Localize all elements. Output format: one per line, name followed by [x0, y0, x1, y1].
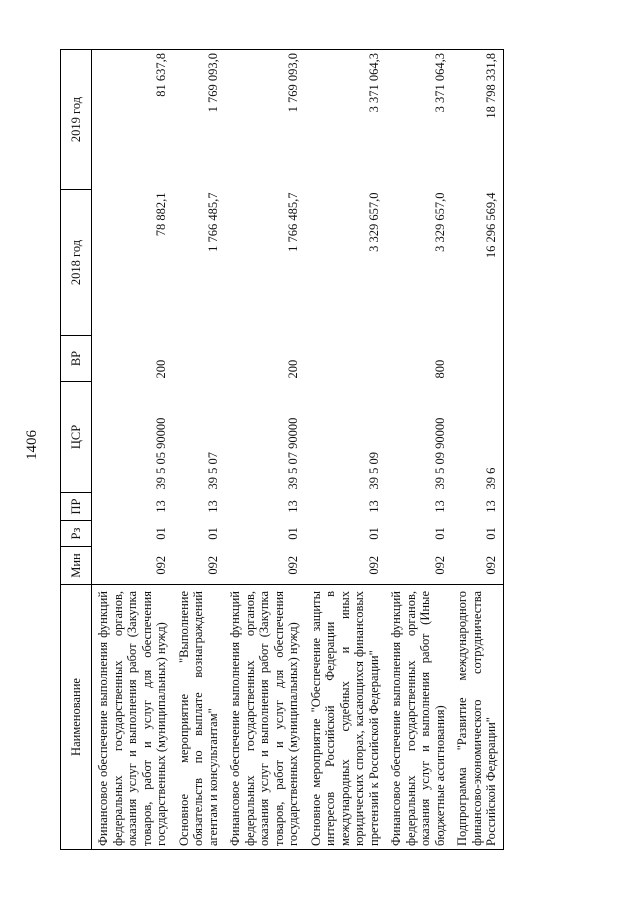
column-header-2018: 2018 год: [61, 190, 92, 336]
table-row: [224, 50, 305, 850]
row-name: Финансовое обеспечение выполнения функций федеральных государственных органов, оказания услуг и выполнения работ (Закупка товаров, работ и услуг для обеспечения государственных (муниципальных) нужд): [92, 585, 173, 850]
row-rz: 01: [451, 521, 503, 547]
row-2018: 78 882,1: [154, 192, 168, 237]
row-min: 092: [366, 555, 381, 575]
row-2019: 1 769 093,0: [173, 50, 225, 190]
row-csr: 39 5 09 90000: [432, 417, 447, 490]
table-header-row: [61, 50, 92, 850]
row-2019: 3 371 064,3: [305, 50, 386, 190]
row-pr: 13: [205, 500, 220, 513]
row-csr: 39 6: [451, 382, 503, 493]
row-rz: 01: [205, 527, 220, 540]
table-row: [305, 50, 386, 850]
row-rz: 01: [432, 527, 447, 540]
row-min: 092: [205, 555, 220, 575]
column-header-min: Мин: [61, 547, 92, 585]
column-header-csr: ЦСР: [61, 382, 92, 493]
column-header-name: Наименование: [61, 585, 92, 850]
column-header-2019: 2019 год: [61, 50, 92, 190]
row-2018: 16 296 569,4: [451, 190, 503, 336]
row-vr: [305, 336, 386, 382]
row-name: Финансовое обеспечение выполнения функций федеральных государственных органов, оказания услуг и выполнения работ (Иные бюджетные ассигнования): [385, 585, 451, 850]
table-row: [92, 50, 173, 850]
row-rz: 01: [154, 527, 168, 540]
column-header-rz: Рз: [61, 521, 92, 547]
row-pr: 13: [286, 500, 300, 513]
row-rz: 01: [366, 527, 381, 540]
row-pr: 13: [451, 493, 503, 521]
row-pr: 13: [432, 500, 447, 513]
row-2018: 3 329 657,0: [366, 192, 381, 252]
row-2018: 3 329 657,0: [432, 192, 447, 252]
row-min: 092: [432, 555, 447, 575]
row-pr: 13: [366, 500, 381, 513]
column-header-pr: ПР: [61, 493, 92, 521]
row-name: Финансовое обеспечение выполнения функций федеральных государственных органов, оказания услуг и выполнения работ (Закупка товаров, работ и услуг для обеспечения государственных (муниципальных) нужд): [224, 585, 305, 850]
row-csr: 39 5 05 90000: [154, 417, 168, 490]
row-2019: 81 637,8: [92, 50, 173, 190]
row-min: 092: [451, 547, 503, 585]
row-2019: 18 798 331,8: [451, 50, 503, 190]
page-number: 1406: [24, 430, 40, 460]
row-csr: 39 5 07 90000: [286, 417, 300, 490]
row-vr: 200: [154, 359, 168, 379]
row-name: Подпрограмма "Развитие международного финансово-экономического сотрудничества Российской Федерации": [451, 585, 503, 850]
row-pr: 13: [154, 500, 168, 513]
row-rz: 01: [286, 527, 300, 540]
row-vr: 200: [286, 359, 300, 379]
row-min: 092: [286, 555, 300, 575]
table-row: [385, 50, 451, 850]
row-vr: [451, 336, 503, 382]
row-vr: [173, 336, 225, 382]
row-2019: 3 371 064,3: [385, 50, 451, 190]
rotated-page: [60, 50, 605, 850]
table-row: [451, 50, 503, 850]
row-csr: 39 5 09: [366, 452, 381, 490]
row-2018: 1 766 485,7: [205, 192, 220, 252]
row-2019: 1 769 093,0: [224, 50, 305, 190]
row-min: 092: [154, 555, 168, 575]
row-2018: 1 766 485,7: [286, 192, 300, 252]
column-header-vr: ВР: [61, 336, 92, 382]
budget-table: [60, 49, 504, 850]
row-csr: 39 5 07: [205, 452, 220, 490]
row-name: Основное мероприятие "Обеспечение защиты интересов Российской Федерации в международных судебных и иных юридических спорах, касающихся финансовых претензий к Российской Федерации": [305, 585, 386, 850]
row-vr: 800: [432, 359, 447, 379]
table-row: [173, 50, 225, 850]
row-name: Основное мероприятие "Выполнение обязательств по выплате вознаграждений агентам и консультантам": [173, 585, 225, 850]
